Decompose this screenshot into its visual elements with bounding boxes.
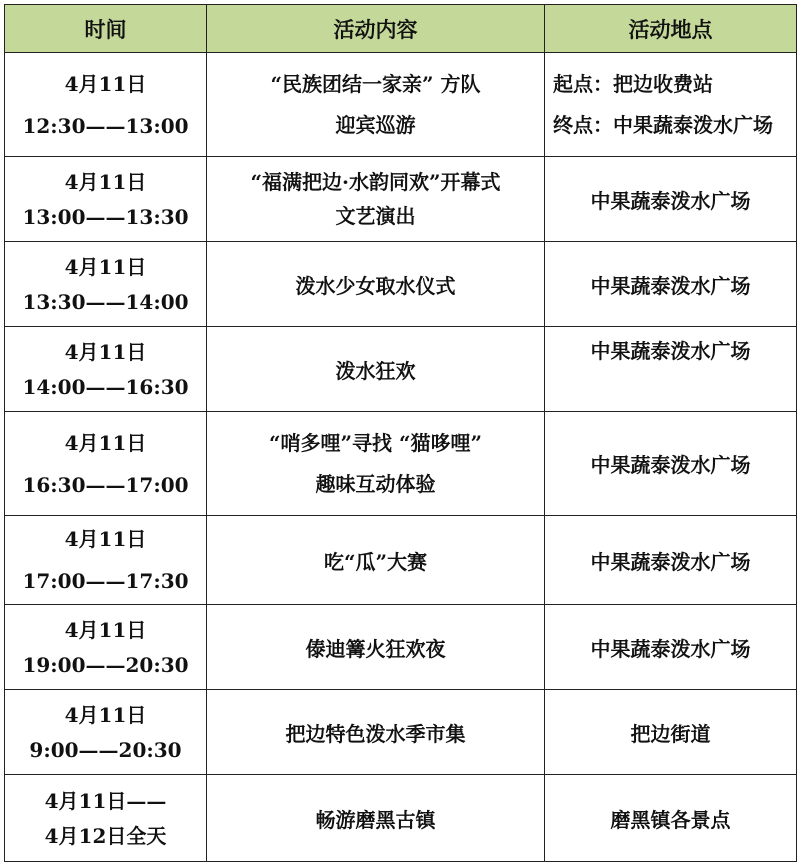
place-cell: 中果蔬泰泼水广场 bbox=[545, 327, 797, 412]
place-text: 终点：中果蔬泰泼水广场 bbox=[553, 112, 773, 137]
place-cell: 中果蔬泰泼水广场 bbox=[545, 157, 797, 242]
header-content: 活动内容 bbox=[207, 5, 545, 53]
content-text: “福满把边·水韵同欢”开幕式 bbox=[250, 169, 501, 194]
date-text: 4月11日 bbox=[64, 339, 147, 364]
date-text: 4月11日 bbox=[64, 702, 147, 727]
date-text: 4月11日 bbox=[64, 71, 147, 96]
table-row bbox=[5, 327, 797, 412]
date-text: 4月11日 bbox=[64, 617, 147, 642]
date-text: 4月11日 bbox=[64, 527, 147, 551]
time-cell bbox=[5, 327, 207, 412]
content-cell bbox=[207, 157, 545, 242]
content-cell: 吃“瓜”大赛 bbox=[207, 516, 545, 605]
content-text: 迎宾巡游 bbox=[335, 112, 416, 137]
place-cell: 中果蔬泰泼水广场 bbox=[545, 605, 797, 690]
table-row bbox=[5, 516, 797, 605]
date-text: 4月11日—— bbox=[44, 788, 167, 813]
content-text: 文艺演出 bbox=[335, 203, 416, 228]
time-text: 12:30——13:00 bbox=[22, 113, 189, 138]
table-row bbox=[5, 775, 797, 862]
content-text: 趣味互动体验 bbox=[315, 471, 436, 496]
table-row bbox=[5, 53, 797, 157]
table-row bbox=[5, 242, 797, 327]
place-cell: 把边街道 bbox=[545, 690, 797, 775]
time-text: 13:00——13:30 bbox=[22, 204, 189, 229]
content-cell bbox=[207, 53, 545, 157]
date-text: 4月11日 bbox=[64, 430, 147, 455]
place-text: 起点：把边收费站 bbox=[553, 71, 713, 96]
content-text: “哨多哩”寻找 “猫哆哩” bbox=[269, 430, 482, 455]
time-cell bbox=[5, 412, 207, 516]
content-cell bbox=[207, 412, 545, 516]
header-row bbox=[5, 5, 797, 53]
place-cell: 中果蔬泰泼水广场 bbox=[545, 412, 797, 516]
header-time: 时间 bbox=[5, 5, 207, 53]
place-cell: 中果蔬泰泼水广场 bbox=[545, 242, 797, 327]
time-cell bbox=[5, 53, 207, 157]
time-cell bbox=[5, 605, 207, 690]
schedule-table bbox=[4, 4, 797, 862]
date-text: 4月11日 bbox=[64, 254, 147, 279]
time-cell bbox=[5, 516, 207, 605]
time-text: 16:30——17:00 bbox=[22, 472, 189, 497]
time-text: 19:00——20:30 bbox=[22, 652, 189, 677]
time-text: 14:00——16:30 bbox=[22, 374, 189, 399]
time-text: 4月12日全天 bbox=[44, 823, 167, 848]
table-row bbox=[5, 690, 797, 775]
table-row bbox=[5, 605, 797, 690]
time-cell bbox=[5, 690, 207, 775]
header-place: 活动地点 bbox=[545, 5, 797, 53]
content-cell: 畅游磨黑古镇 bbox=[207, 775, 545, 862]
place-cell bbox=[545, 53, 797, 157]
time-cell bbox=[5, 157, 207, 242]
date-text: 4月11日 bbox=[64, 169, 147, 194]
content-text: “民族团结一家亲” 方队 bbox=[270, 71, 481, 96]
content-cell: 泼水狂欢 bbox=[207, 327, 545, 412]
place-cell: 磨黑镇各景点 bbox=[545, 775, 797, 862]
content-cell: 泼水少女取水仪式 bbox=[207, 242, 545, 327]
place-cell: 中果蔬泰泼水广场 bbox=[545, 516, 797, 605]
time-text: 17:00——17:30 bbox=[22, 569, 189, 593]
table-row bbox=[5, 412, 797, 516]
time-cell bbox=[5, 775, 207, 862]
time-text: 9:00——20:30 bbox=[29, 737, 182, 762]
content-cell: 把边特色泼水季市集 bbox=[207, 690, 545, 775]
table-row bbox=[5, 157, 797, 242]
time-cell bbox=[5, 242, 207, 327]
time-text: 13:30——14:00 bbox=[22, 289, 189, 314]
content-cell: 傣迪篝火狂欢夜 bbox=[207, 605, 545, 690]
